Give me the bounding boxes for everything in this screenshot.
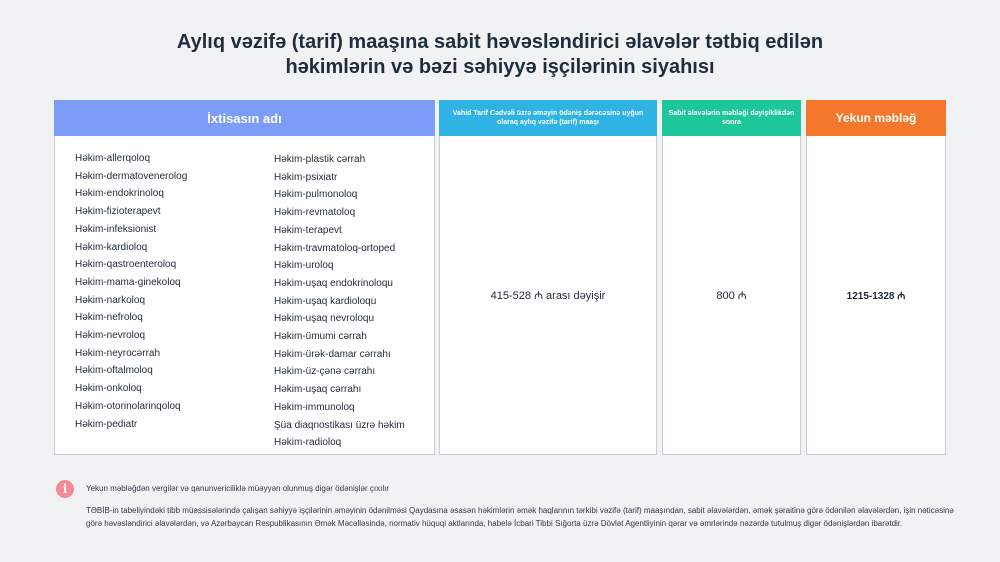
specialty-item: Həkim-narkoloq <box>75 294 146 306</box>
specialty-item: Həkim-dermatovenerolog <box>75 170 188 182</box>
tariff-cell <box>439 136 657 455</box>
tariff-value: 415-528 ₼ arası dəyişir <box>490 289 606 302</box>
specialty-item: Həkim-travmatoloq-ortoped <box>274 242 396 254</box>
specialty-item: Həkim-ümumi cərrah <box>274 331 367 343</box>
specialty-item: Həkim-pulmonoloq <box>274 189 358 201</box>
after-change-cell <box>662 136 801 455</box>
page-title-line2: həkimlərin və bəzi səhiyyə işçilərinin siyahısı <box>285 56 715 78</box>
specialty-item: Həkim-nevroloq <box>75 330 146 342</box>
specialty-cell <box>54 136 435 455</box>
specialty-item: Həkim-pediatr <box>75 418 138 430</box>
page-title <box>0 30 1000 80</box>
total-header: Yekun məbləğ <box>806 100 946 136</box>
after-change-header: Sabit əlavələrin məbləği dəyişiklikdən sonra <box>662 100 801 136</box>
specialty-item: Həkim-uşaq kardioloqu <box>274 295 377 307</box>
deduction-note: Yekun məbləğdən vergilər və qanunvericiliklə müəyyən olunmuş digər ödənişlər çıxılır <box>86 484 389 493</box>
after-change-column <box>662 100 801 455</box>
specialty-item: Həkim-onkoloq <box>75 383 142 395</box>
specialty-item: Həkim-neyrocərrah <box>75 347 161 359</box>
after-change-value: 800 ₼ <box>716 289 747 302</box>
info-icon: i <box>56 480 74 498</box>
specialty-item: Həkim-uşaq endokrinoloqu <box>274 277 393 289</box>
specialty-item: Həkim-uşaq nevroloqu <box>274 313 375 325</box>
specialty-item: Həkim-nefroloq <box>75 312 143 324</box>
total-cell <box>806 136 946 455</box>
specialty-header: İxtisasın adı <box>54 100 435 136</box>
specialty-item: Həkim-allerqoloq <box>75 153 151 164</box>
specialty-column <box>54 100 435 455</box>
specialty-item: Həkim-terapevt <box>274 224 342 236</box>
specialty-item: Həkim-infeksionist <box>75 223 157 235</box>
specialty-item: Həkim-uroloq <box>274 260 334 272</box>
specialty-item: Həkim-qastroenteroloq <box>75 259 177 271</box>
specialty-item: Şüa diaqnostikası üzrə həkim <box>274 419 405 431</box>
specialty-item: Həkim-mama-ginekoloq <box>75 276 181 288</box>
specialty-item: Həkim-plastik cərrah <box>274 154 366 165</box>
legal-note: TƏBİB-in tabeliyindəki tibb müəssisələrində çalışan səhiyyə işçilərinin əməyinin ödənilməsi Qaydasına əsasən həkimlərin əmək haqlarının tərkibi vəzifə (tarif) maaşından, sabit əlavələrdən, əmək şəraitinə görə ödənilən əlavələrdən, işin nəticəsinə görə həvəsləndirici əlavələrdən, və Azərbaycan Respublikasının Əmək Məcəlləsində, normativ hüquqi aktlarında, habelə İcbari Tibbi Sığorta üzrə Dövlət Agentliyinin qərar və əmrlərində nəzərdə tutulmuş digər ödənişlərdən ibarətdir. <box>86 506 954 528</box>
specialty-item: Həkim-kardioloq <box>75 241 148 253</box>
specialty-item: Həkim-ürək-damar cərrahı <box>274 348 391 360</box>
tariff-column <box>439 100 657 455</box>
specialty-item: Həkim-üz-çənə cərrahı <box>274 366 376 378</box>
salary-table <box>54 100 946 455</box>
specialty-item: Həkim-fizioterapevt <box>75 206 161 218</box>
specialty-item: Həkim-uşaq cərrahı <box>274 384 362 396</box>
specialty-item: Həkim-oftalmoloq <box>75 365 153 377</box>
total-column <box>806 100 946 455</box>
specialty-item: Həkim-psixiatr <box>274 171 338 183</box>
specialty-item: Həkim-endokrinoloq <box>75 188 164 200</box>
total-value: 1215-1328 ₼ <box>846 291 906 302</box>
tariff-header: Vahid Tarif Cədvəli üzrə əməyin ödəniş dərəcəsinə uyğun olaraq aylıq vəzifə (tarif) maaşı <box>439 100 657 136</box>
specialty-item: Həkim-otorinolarinqoloq <box>75 400 181 412</box>
specialty-item: Həkim-revmatoloq <box>274 207 356 219</box>
page-title-line1: Aylıq vəzifə (tarif) maaşına sabit həvəsləndirici əlavələr tətbiq edilən <box>176 31 824 53</box>
specialty-item: Həkim-immunoloq <box>274 401 355 413</box>
specialty-list-left <box>75 150 187 433</box>
specialty-list-right <box>274 151 405 452</box>
specialty-item: Həkim-radioloq <box>274 437 342 449</box>
